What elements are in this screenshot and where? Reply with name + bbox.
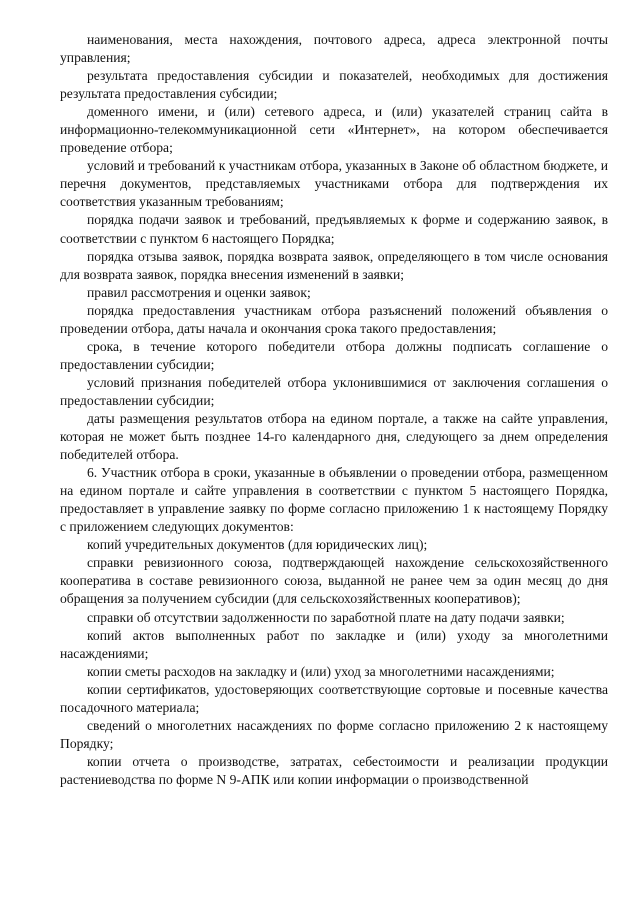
paragraph-management-address: наименования, места нахождения, почтового адреса, адреса электронной почты управления; — [60, 32, 608, 66]
paragraph-section-6: 6. Участник отбора в сроки, указанные в объявлении о проведении отбора, размещенном на едином портале и сайте управления в соответствии с пунктом 5 настоящего Порядка, предоставляет в управление заявку по форме согласно приложению 1 к настоящему Порядку с приложением следующих документов: — [60, 465, 608, 535]
paragraph-results-publication: даты размещения результатов отбора на едином портале, а также на сайте управления, которая не может быть позднее 14-го календарного дня, следующего за днем определения победителей отбора. — [60, 410, 608, 463]
paragraph-signing-deadline: срока, в течение которого победители отбора должны подписать соглашение о предоставлении субсидии; — [60, 338, 608, 372]
list-item-cost-estimate: копии сметы расходов на закладку и (или) уход за многолетними насаждениями; — [87, 663, 555, 679]
paragraph-review-rules: правил рассмотрения и оценки заявок; — [87, 284, 311, 300]
list-item-certificates: копии сертификатов, удостоверяющих соответствующие сортовые и посевные качества посадочного материала; — [60, 681, 608, 715]
paragraph-application-procedure: порядка подачи заявок и требований, предъявляемых к форме и содержанию заявок, в соответствии с пунктом 6 настоящего Порядка; — [60, 212, 608, 246]
paragraph-domain-name: доменного имени, и (или) сетевого адреса, и (или) указателей страниц сайта в информационно-телекоммуникационной сети «Интернет», на котором обеспечивается проведение отбора; — [60, 104, 608, 156]
list-item-perennial-plantings: сведений о многолетних насаждениях по форме согласно приложению 2 к настоящему Порядку; — [60, 717, 608, 751]
list-item-no-wage-debt: справки об отсутствии задолженности по заработной плате на дату подачи заявки; — [87, 609, 565, 625]
paragraph-application-withdrawal: порядка отзыва заявок, порядка возврата заявок, определяющего в том числе основания для возврата заявок, порядка внесения изменений в заявки; — [60, 248, 608, 282]
list-item-audit-union-certificate: справки ревизионного союза, подтверждающей нахождение сельскохозяйственного кооператива в составе ревизионного союза, выданной не ранее чем за один месяц до дня обращения за получением субсидии (для сельскохозяйственных кооперативов); — [60, 555, 608, 607]
list-item-founding-documents: копий учредительных документов (для юридических лиц); — [87, 537, 428, 553]
paragraph-subsidy-result: результата предоставления субсидии и показателей, необходимых для достижения результата предоставления субсидии; — [60, 68, 608, 102]
paragraph-clarifications: порядка предоставления участникам отбора разъяснений положений объявления о проведении отбора, даты начала и окончания срока такого предоставления; — [60, 302, 608, 336]
paragraph-evasion-conditions: условий признания победителей отбора уклонившимися от заключения соглашения о предоставлении субсидии; — [60, 374, 608, 408]
list-item-production-report: копии отчета о производстве, затратах, себестоимости и реализации продукции растениеводства по форме N 9-АПК или копии информации о производственной — [60, 753, 608, 787]
paragraph-participant-requirements: условий и требований к участникам отбора, указанных в Законе об областном бюджете, и перечня документов, представляемых участниками отбора для подтверждения их соответствия указанным требованиям; — [60, 158, 608, 210]
document-body — [60, 31, 608, 789]
list-item-work-acts: копий актов выполненных работ по закладке и (или) уходу за многолетними насаждениями; — [60, 627, 608, 661]
